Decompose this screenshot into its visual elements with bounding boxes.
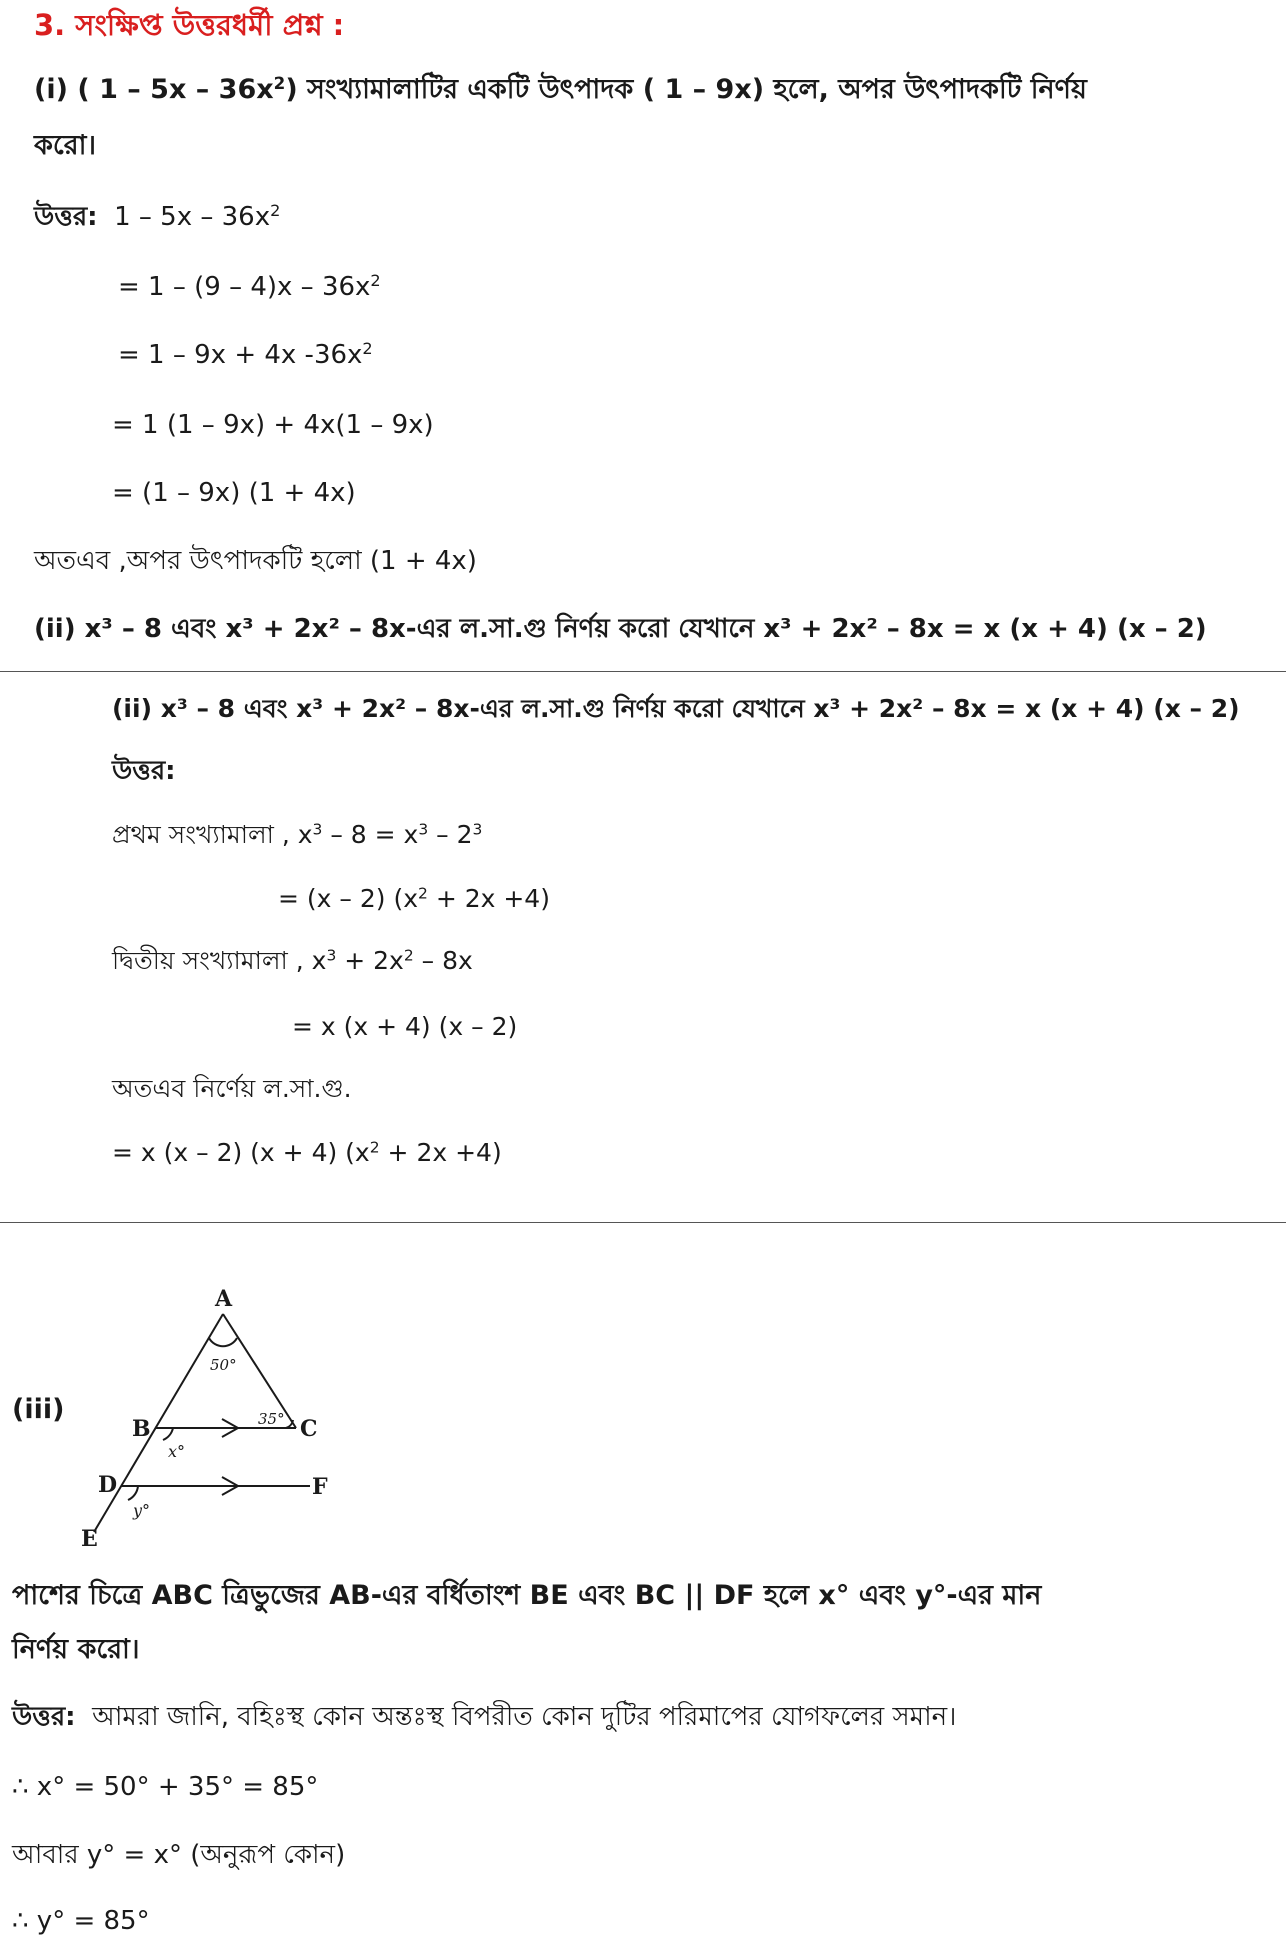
question-1-line-2: করো।: [34, 130, 97, 161]
angle-c-label: 35°: [258, 1410, 285, 1428]
angle-c-arc: [286, 1420, 293, 1428]
question-3-line-1: পাশের চিত্রে ABC ত্রিভুজের AB-এর বর্ধিতাংশ BE এবং BC || DF হলে x° এবং y°-এর মান: [12, 1580, 1042, 1611]
label-c: C: [300, 1416, 318, 1442]
question-2: (ii) x³ – 8 এবং x³ + 2x² – 8x-এর ল.সা.গু নির্ণয় করো যেখানে x³ + 2x² – 8x = x (x + 4) (x – 2): [34, 614, 1207, 644]
answer-1-conclusion: অতএব ,অপর উৎপাদকটি হলো (1 + 4x): [34, 546, 477, 576]
answer-2-first-result: = (x – 2) $(x^2 + 2x +4)$: [278, 884, 550, 913]
angle-y-arc: [128, 1486, 138, 1500]
divider-2: [0, 1222, 1286, 1223]
divider-1: [0, 671, 1286, 672]
angle-x-label: x°: [168, 1442, 186, 1461]
question-3-label: (iii): [12, 1394, 65, 1425]
answer-label: উত্তর:: [34, 202, 98, 232]
angle-y-label: y°: [133, 1501, 151, 1520]
triangle-figure: [80, 1274, 360, 1554]
label-f: F: [312, 1474, 328, 1500]
answer-3-step-3: ∴ y° = 85°: [12, 1906, 150, 1936]
answer-1-step-3: = 1 (1 – 9x) + 4x(1 – 9x): [112, 410, 434, 440]
answer-3-step-1: ∴ x° = 50° + 35° = 85°: [12, 1772, 319, 1802]
answer-2-label: উত্তর:: [112, 756, 176, 786]
answer-3-step-2: আবার y° = x° (অনুরূপ কোন): [12, 1840, 346, 1870]
section-title: 3. সংক্ষিপ্ত উত্তরধর্মী প্রশ্ন :: [34, 8, 345, 42]
side-ab-extended: [94, 1314, 223, 1532]
answer-1-step-1: = $1 - (9 - 4)x - 36x^2$: [118, 271, 381, 302]
answer-2-lcm-result: = x (x – 2) (x + 4) $(x^2 + 2x +4)$: [112, 1138, 502, 1167]
answer-2-second-expression: দ্বিতীয় সংখ্যামালা , $x^3 + 2x^2 - 8x$: [112, 946, 473, 975]
label-e: E: [81, 1526, 98, 1552]
answer-2-second-result: = x (x + 4) (x – 2): [292, 1012, 518, 1041]
answer-1-step-2: = 1 – 9x + 4x $-36x^2$: [118, 339, 373, 370]
label-b: B: [132, 1416, 151, 1442]
label-d: D: [98, 1472, 118, 1498]
answer-2-first-expression: প্রথম সংখ্যামালা , $x^3 - 8 = x^3 - 2^3$: [112, 820, 483, 849]
question-2-repeat: (ii) x³ – 8 এবং x³ + 2x² – 8x-এর ল.সা.গু নির্ণয় করো যেখানে x³ + 2x² – 8x = x (x + 4) (x – 2): [112, 694, 1240, 723]
question-1-line-1: (i) ( $1 - 5x - 36x^2$) সংখ্যামালাটির একটি উৎপাদক ( 1 – 9x) হলে, অপর উৎপাদকটি নির্ণয়: [34, 72, 1087, 105]
answer-3-first-line: উত্তর: আমরা জানি, বহিঃস্থ কোন অন্তঃস্থ বিপরীত কোন দুটির পরিমাপের যোগফলের সমান।: [12, 1702, 957, 1732]
answer-2-lcm-label: অতএব নির্ণেয় ল.সা.গু.: [112, 1074, 352, 1103]
angle-a-arc: [209, 1338, 237, 1346]
angle-a-label: 50°: [210, 1356, 237, 1374]
answer-label: উত্তর:: [12, 1702, 76, 1732]
answer-1-step-4: = (1 – 9x) (1 + 4x): [112, 478, 356, 508]
angle-x-arc: [163, 1428, 173, 1440]
answer-1-first-line: উত্তর: $1 - 5x - 36x^2$: [34, 201, 281, 232]
label-a: A: [215, 1286, 233, 1312]
question-3-line-2: নির্ণয় করো।: [12, 1634, 140, 1665]
